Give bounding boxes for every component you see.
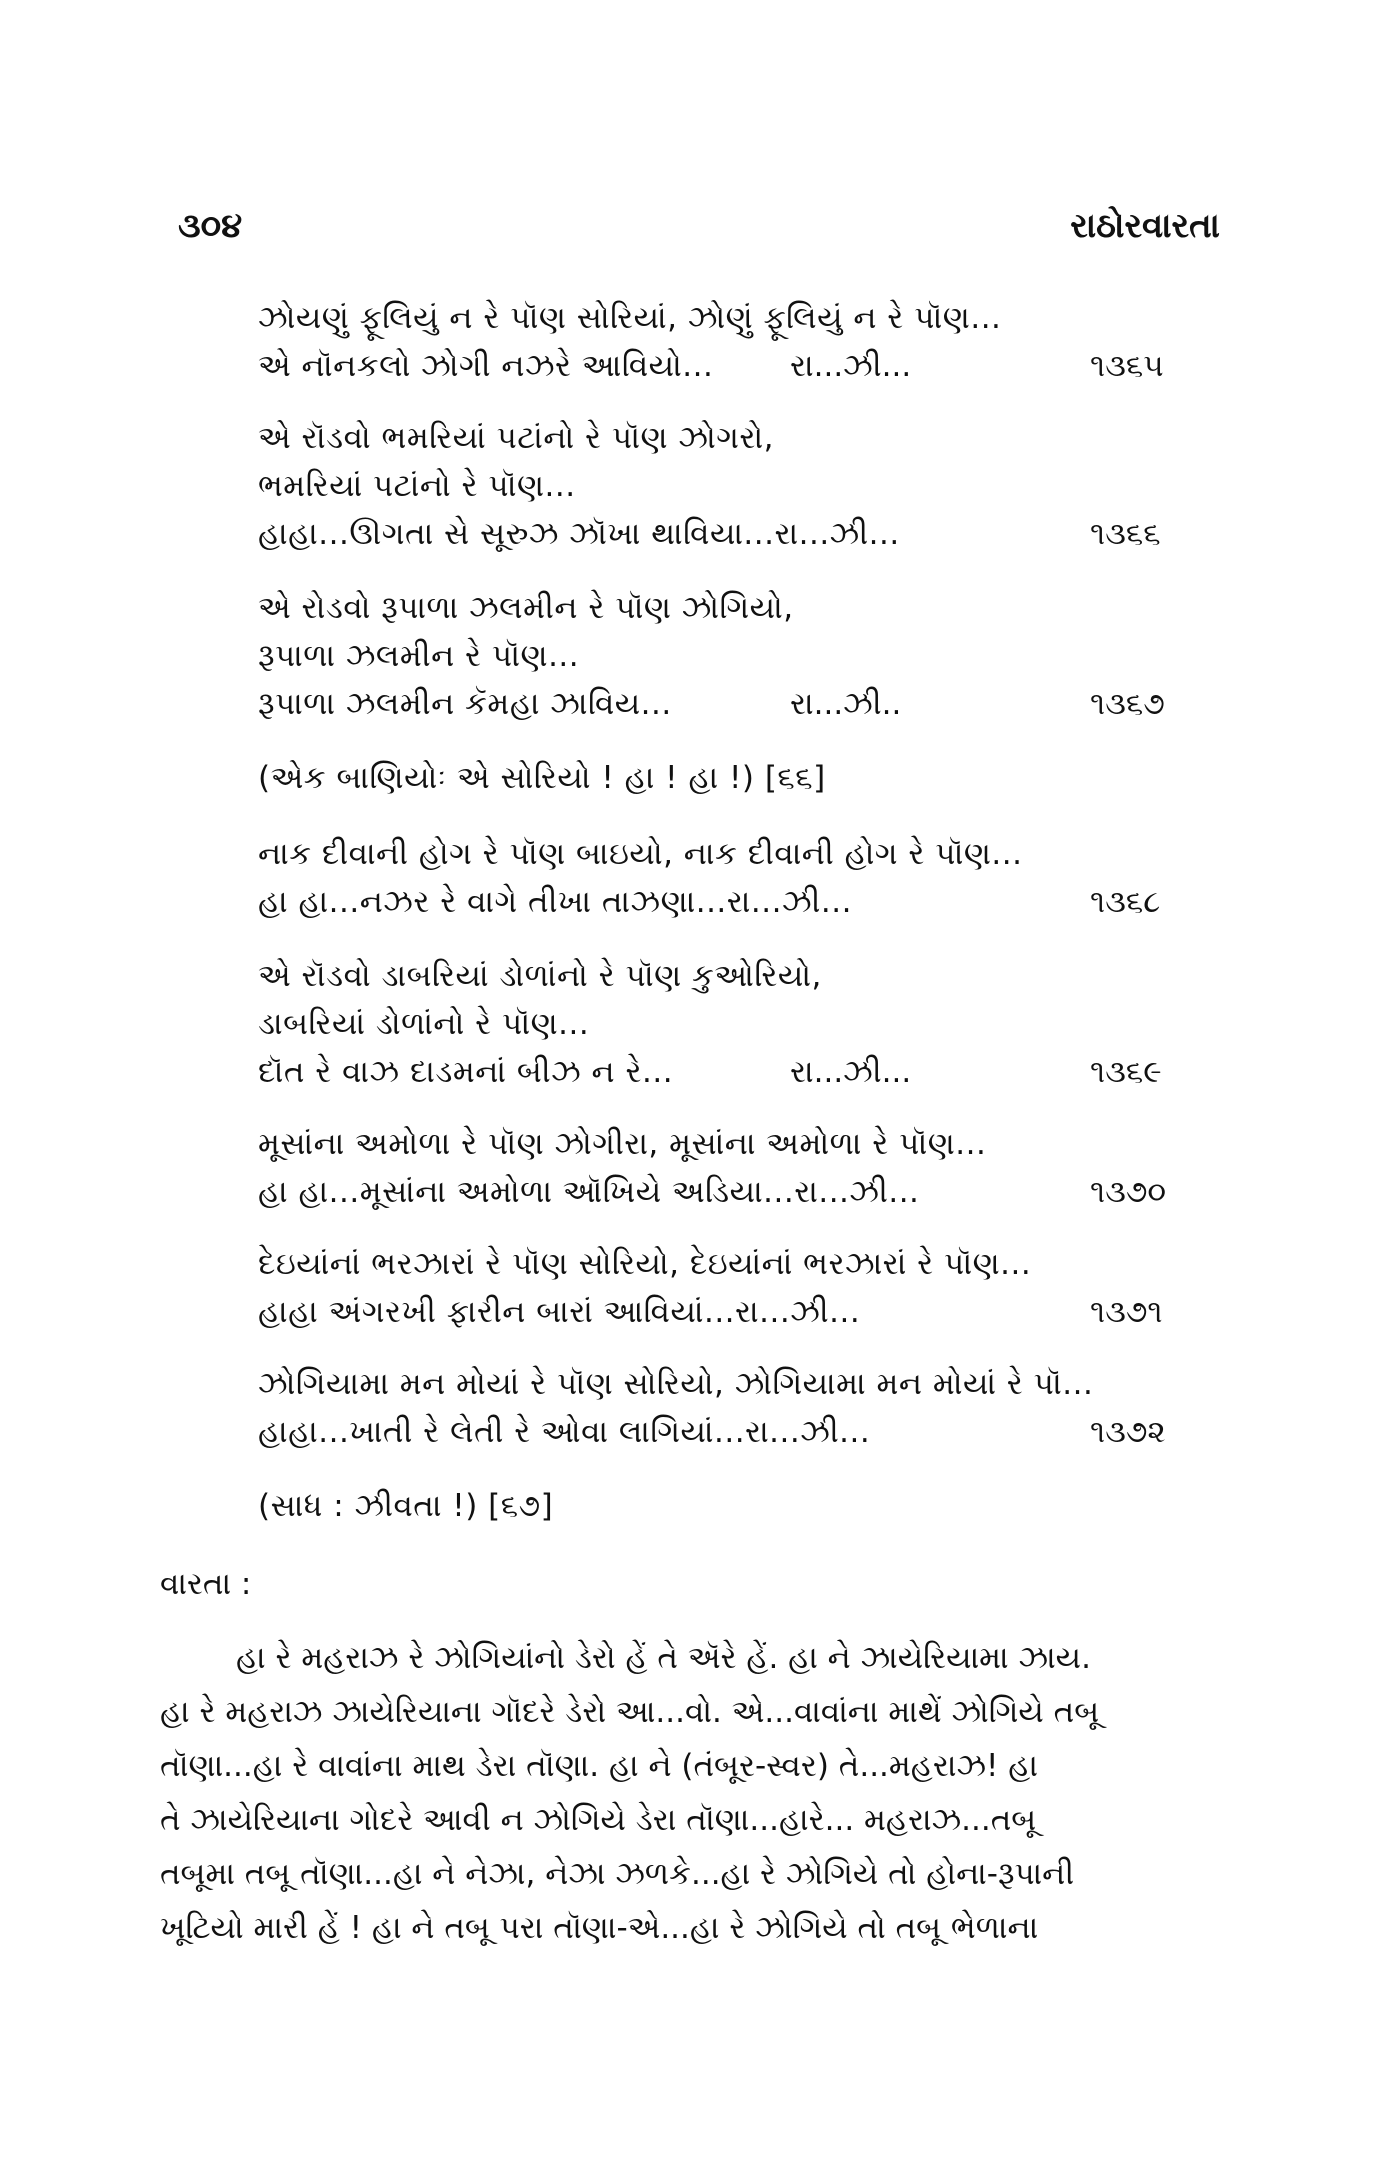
interjection-line: (સાધ : ઝીવતા !) [૬૭] bbox=[258, 1488, 554, 1524]
verse-line: હાહા...ખાતી રે લેતી રે ઓવા લાગિયાં...રા...ઝી... bbox=[258, 1414, 871, 1450]
verse-line: રૂપાળા ઝલમીન રે પૉણ... bbox=[258, 638, 580, 674]
prose-line: હા રે મહરાઝ ઝાયેરિયાના ગૉદરે ડેરો આ...વો. એ...વાવાંના માથેં ઝોગિયે તબૂ bbox=[160, 1694, 1100, 1730]
verse-line: ડાબરિયાં ડોળાંનો રે પૉણ... bbox=[258, 1006, 590, 1042]
verse-number: ૧૩૬૮ bbox=[1090, 884, 1161, 920]
running-title: રાઠોરવારતા bbox=[1070, 206, 1220, 246]
prose-line: ખૂટિયો મારી હેં ! હા ને તબૂ પરા તૉણા-એ...હા રે ઝોગિયે તો તબૂ ભેળાના bbox=[160, 1910, 1039, 1946]
verse-refrain: રા...ઝી... bbox=[790, 1054, 912, 1090]
page-number: ૩૦૪ bbox=[178, 206, 243, 246]
verse-number: ૧૩૬૯ bbox=[1090, 1054, 1162, 1090]
prose-line: તૉણા...હા રે વાવાંના માથ ડેરા તૉણા. હા ને (તંબૂર-સ્વર) તે...મહરાઝ! હા bbox=[160, 1748, 1038, 1784]
verse-line: દેઇયાંનાં ભરઝારાં રે પૉણ સોરિયો, દેઇયાંનાં ભરઝારાં રે પૉણ... bbox=[258, 1246, 1032, 1282]
verse-line: એ રોડવો રૂપાળા ઝલમીન રે પૉણ ઝોગિયો, bbox=[258, 590, 794, 626]
verse-number: ૧૩૭૨ bbox=[1090, 1414, 1166, 1450]
verse-line: હાહા...ઊગતા સે સૂરુઝ ઝૉખા થાવિયા...રા...ઝી... bbox=[258, 516, 900, 552]
verse-line: હાહા અંગરખી ફારીન બારાં આવિયાં...રા...ઝી... bbox=[258, 1294, 861, 1330]
verse-number: ૧૩૭૧ bbox=[1090, 1294, 1163, 1330]
section-heading: વારતા : bbox=[160, 1566, 252, 1602]
verse-refrain: રા...ઝી.. bbox=[790, 686, 902, 722]
verse-line: હા હા...નઝર રે વાગે તીખા તાઝણા...રા...ઝી... bbox=[258, 884, 852, 920]
verse-number: ૧૩૬૫ bbox=[1090, 348, 1164, 384]
verse-line: રૂપાળા ઝલમીન કૅમહા ઝાવિય... bbox=[258, 686, 672, 722]
verse-line: હા હા...મૂસાંના અમોળા ઑખિયે અડિયા...રા...ઝી... bbox=[258, 1174, 920, 1210]
verse-line: ઝોગિયામા મન મોયાં રે પૉણ સોરિયો, ઝોગિયામા મન મોયાં રે પૉ... bbox=[258, 1366, 1094, 1402]
interjection-line: (એક બાણિયોઃ એ સોરિયો ! હા ! હા !) [૬૬] bbox=[258, 760, 826, 796]
verse-number: ૧૩૬૭ bbox=[1090, 686, 1165, 722]
prose-line: તે ઝાયેરિયાના ગોદરે આવી ન ઝોગિયે ડેરા તૉણા...હારે... મહરાઝ...તબૂ bbox=[160, 1802, 1037, 1838]
verse-line: નાક દીવાની હોગ રે પૉણ બાઇયો, નાક દીવાની હોગ રે પૉણ... bbox=[258, 836, 1023, 872]
prose-line: હા રે મહરાઝ રે ઝોગિયાંનો ડેરો હેં તે ઍરે હેં. હા ને ઝાયેરિયામા ઝાય. bbox=[236, 1640, 1091, 1676]
verse-line: મૂસાંના અમોળા રે પૉણ ઝોગીરા, મૂસાંના અમોળા રે પૉણ... bbox=[258, 1126, 987, 1162]
verse-line: એ નૉનકલો ઝોગી નઝરે આવિયો... bbox=[258, 348, 714, 384]
prose-line: તબૂમા તબૂ તૉણા...હા ને નેઝા, નેઝા ઝળકે...હા રે ઝોગિયે તો હોના-રૂપાની bbox=[160, 1856, 1075, 1892]
verse-line: એ રૉડવો ભમરિયાં પટાંનો રે પૉણ ઝોગરો, bbox=[258, 420, 774, 456]
verse-number: ૧૩૬૬ bbox=[1090, 516, 1161, 552]
verse-line: એ રૉડવો ડાબરિયાં ડોળાંનો રે પૉણ કુઓરિયો, bbox=[258, 958, 822, 994]
verse-line: ભમરિયાં પટાંનો રે પૉણ... bbox=[258, 468, 576, 504]
verse-line: દૉત રે વાઝ દાડમનાં બીઝ ન રે... bbox=[258, 1054, 674, 1090]
verse-line: ઝોયણું ફૂલિયું ન રે પૉણ સોરિયાં, ઝોણું ફૂલિયું ન રે પૉણ... bbox=[258, 300, 1002, 336]
verse-number: ૧૩૭૦ bbox=[1090, 1174, 1167, 1210]
verse-refrain: રા...ઝી... bbox=[790, 348, 912, 384]
